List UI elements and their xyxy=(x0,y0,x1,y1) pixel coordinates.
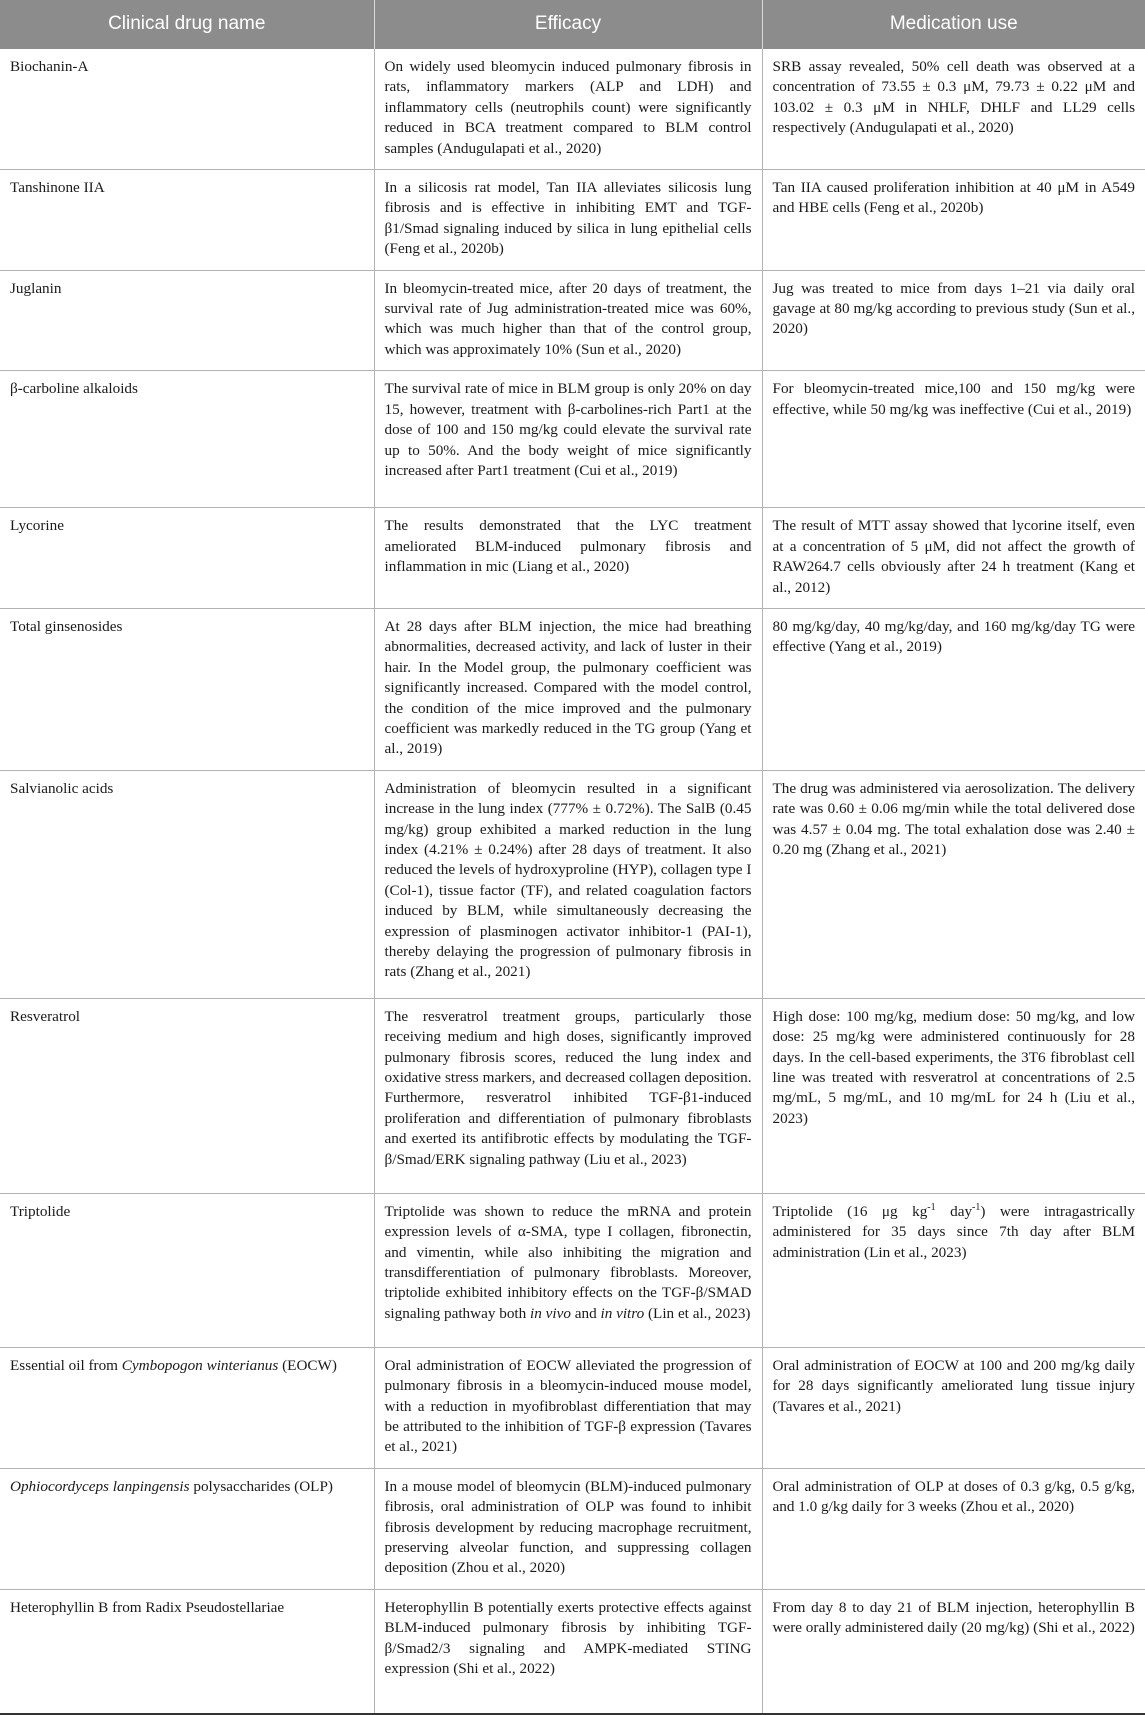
efficacy-cell: In bleomycin-treated mice, after 20 days of treatment, the survival rate of Jug administration-treated mice was 60%, which was much higher than that of the control group, which was approximately 10% (Sun et al., 2020) xyxy=(374,270,762,371)
table-row xyxy=(0,170,1145,271)
efficacy-cell: The results demonstrated that the LYC treatment ameliorated BLM-induced pulmonary fibrosis and inflammation in mic (Liang et al., 2020) xyxy=(374,508,762,609)
drug-name-cell: Total ginsenosides xyxy=(0,608,374,770)
table-row xyxy=(0,508,1145,609)
efficacy-text: Triptolide was shown to reduce the mRNA and protein expression levels of α-SMA, type I collagen, fibronectin, and vimentin, while also inhibiting the migration and transdifferentiation of pulmonary fibroblasts. Moreover, triptolide exhibited inhibitory effects on the TGF-β/SMAD signaling pathway both xyxy=(384,1202,752,1322)
efficacy-cell: The resveratrol treatment groups, particularly those receiving medium and high doses, significantly improved pulmonary fibrosis scores, reduced the lung index and oxidative stress markers, and decreased collagen deposition. Furthermore, resveratrol inhibited TGF-β1-induced proliferation and differentiation of pulmonary fibroblasts and exerted its antifibrotic effects by modulating the TGF-β/Smad/ERK signaling pathway (Liu et al., 2023) xyxy=(374,998,762,1193)
table-row xyxy=(0,270,1145,371)
efficacy-italic-in-vivo: in vivo xyxy=(530,1304,571,1322)
efficacy-cell: Heterophyllin B potentially exerts protective effects against BLM-induced pulmonary fibrosis by inhibiting TGF-β/Smad2/3 signaling and AMPK-mediated STING expression (Shi et al., 2022) xyxy=(374,1589,762,1714)
use-text: day xyxy=(935,1202,973,1220)
table-row xyxy=(0,770,1145,998)
medication-use-cell: Jug was treated to mice from days 1–21 via daily oral gavage at 80 mg/kg according to previous study (Sun et al., 2020) xyxy=(762,270,1145,371)
table-row xyxy=(0,49,1145,170)
efficacy-text: and xyxy=(570,1304,601,1322)
drug-name-text: polysaccharides (OLP) xyxy=(189,1477,333,1495)
use-superscript: -1 xyxy=(927,1201,936,1213)
medication-use-cell: Oral administration of EOCW at 100 and 200 mg/kg daily for 28 days significantly ameliorated lung tissue injury (Tavares et al., 2021) xyxy=(762,1347,1145,1468)
efficacy-cell: Administration of bleomycin resulted in a significant increase in the lung index (777% ± 0.72%). The SalB (0.45 mg/kg) group exhibited a marked reduction in the lung index (4.21% ± 0.24%) after 28 days of treatment. It also reduced the levels of hydroxyproline (HYP), collagen type I (Col-1), tissue factor (TF), and related coagulation factors induced by BLM, while simultaneously decreasing the expression of plasminogen activator inhibitor-1 (PAI-1), thereby delaying the progression of pulmonary fibrosis in rats (Zhang et al., 2021) xyxy=(374,770,762,998)
efficacy-cell: Oral administration of EOCW alleviated the progression of pulmonary fibrosis in a bleomycin-induced mouse model, with a reduction in myofibroblast differentiation that may be attributed to the inhibition of TGF-β expression (Tavares et al., 2021) xyxy=(374,1347,762,1468)
drug-name-cell: Triptolide xyxy=(0,1193,374,1347)
table-row xyxy=(0,1347,1145,1468)
efficacy-italic-in-vitro: in vitro xyxy=(600,1304,645,1322)
medication-use-cell: For bleomycin-treated mice,100 and 150 mg/kg were effective, while 50 mg/kg was ineffective (Cui et al., 2019) xyxy=(762,371,1145,508)
efficacy-cell: In a silicosis rat model, Tan IIA alleviates silicosis lung fibrosis and is effective in inhibiting EMT and TGF-β1/Smad signaling induced by silica in lung epithelial cells (Feng et al., 2020b) xyxy=(374,170,762,271)
efficacy-cell: On widely used bleomycin induced pulmonary fibrosis in rats, inflammatory markers (ALP and LDH) and inflammatory cells (neutrophils count) were significantly reduced in BCA treatment compared to BLM control samples (Andugulapati et al., 2020) xyxy=(374,49,762,170)
medication-use-cell: Oral administration of OLP at doses of 0.3 g/kg, 0.5 g/kg, and 1.0 g/kg daily for 3 weeks (Zhou et al., 2020) xyxy=(762,1468,1145,1589)
efficacy-cell: In a mouse model of bleomycin (BLM)-induced pulmonary fibrosis, oral administration of OLP was found to inhibit fibrosis development by reducing macrophage recruitment, preserving alveolar function, and suppressing collagen deposition (Zhou et al., 2020) xyxy=(374,1468,762,1589)
drug-name-cell: β-carboline alkaloids xyxy=(0,371,374,508)
table-row xyxy=(0,998,1145,1193)
table-row xyxy=(0,608,1145,770)
table-row xyxy=(0,1589,1145,1714)
drug-name-cell: Juglanin xyxy=(0,270,374,371)
medication-use-cell: High dose: 100 mg/kg, medium dose: 50 mg/kg, and low dose: 25 mg/kg were administered continuously for 28 days. In the cell-based experiments, the 3T6 fibroblast cell line was treated with resveratrol at concentrations of 2.5 mg/mL, 5 mg/mL, and 10 mg/mL for 24 h (Liu et al., 2023) xyxy=(762,998,1145,1193)
drug-name-cell: Lycorine xyxy=(0,508,374,609)
drug-name-text: (EOCW) xyxy=(278,1356,337,1374)
drug-name-cell xyxy=(0,1468,374,1589)
medication-use-cell xyxy=(762,1193,1145,1347)
efficacy-cell: The survival rate of mice in BLM group is only 20% on day 15, however, treatment with β-carbolines-rich Part1 at the dose of 100 and 150 mg/kg could elevate the survival rate up to 50%. And the body weight of mice significantly increased after Part1 treatment (Cui et al., 2019) xyxy=(374,371,762,508)
efficacy-text: (Lin et al., 2023) xyxy=(644,1304,751,1322)
medication-use-cell: The result of MTT assay showed that lycorine itself, even at a concentration of 5 μM, did not affect the growth of RAW264.7 cells obviously after 24 h treatment (Kang et al., 2012) xyxy=(762,508,1145,609)
use-text: Triptolide (16 μg kg xyxy=(772,1202,928,1220)
header-row xyxy=(0,0,1145,49)
header-efficacy: Efficacy xyxy=(374,0,762,49)
drug-name-italic: Ophiocordyceps lanpingensis xyxy=(10,1477,190,1495)
medication-use-cell: From day 8 to day 21 of BLM injection, heterophyllin B were orally administered daily (20 mg/kg) (Shi et al., 2022) xyxy=(762,1589,1145,1714)
drug-name-cell: Heterophyllin B from Radix Pseudostellariae xyxy=(0,1589,374,1714)
drug-name-cell: Biochanin-A xyxy=(0,49,374,170)
drug-name-cell: Tanshinone IIA xyxy=(0,170,374,271)
medication-use-cell: SRB assay revealed, 50% cell death was observed at a concentration of 73.55 ± 0.3 μM, 79.73 ± 0.22 μM and 103.02 ± 0.3 μM in NHLF, DHLF and LL29 cells respectively (Andugulapati et al., 2020) xyxy=(762,49,1145,170)
table-row xyxy=(0,371,1145,508)
drug-name-text: Essential oil from xyxy=(10,1356,122,1374)
table-row xyxy=(0,1193,1145,1347)
table-body xyxy=(0,49,1145,1714)
header-drug-name: Clinical drug name xyxy=(0,0,374,49)
table-row xyxy=(0,1468,1145,1589)
medication-use-cell: Tan IIA caused proliferation inhibition at 40 μM in A549 and HBE cells (Feng et al., 2020b) xyxy=(762,170,1145,271)
header-medication-use: Medication use xyxy=(762,0,1145,49)
drug-name-cell: Salvianolic acids xyxy=(0,770,374,998)
use-superscript: -1 xyxy=(972,1201,981,1213)
medication-use-cell: The drug was administered via aerosolization. The delivery rate was 0.60 ± 0.06 mg/min while the total delivered dose was 4.57 ± 0.04 mg. The total exhalation dose was 2.40 ± 0.20 mg (Zhang et al., 2021) xyxy=(762,770,1145,998)
drug-name-italic: Cymbopogon winterianus xyxy=(121,1356,279,1374)
drug-name-cell xyxy=(0,1347,374,1468)
efficacy-cell xyxy=(374,1193,762,1347)
efficacy-cell: At 28 days after BLM injection, the mice had breathing abnormalities, decreased activity, and lack of luster in their hair. In the Model group, the pulmonary coefficient was significantly increased. Compared with the model control, the condition of the mice improved and the pulmonary coefficient was markedly reduced in the TG group (Yang et al., 2019) xyxy=(374,608,762,770)
table-header xyxy=(0,0,1145,49)
medication-use-cell: 80 mg/kg/day, 40 mg/kg/day, and 160 mg/kg/day TG were effective (Yang et al., 2019) xyxy=(762,608,1145,770)
use-text: ) were intragastrically administered for 35 days since 7th day after BLM administration (Lin et al., 2023) xyxy=(772,1202,1135,1261)
drug-name-cell: Resveratrol xyxy=(0,998,374,1193)
